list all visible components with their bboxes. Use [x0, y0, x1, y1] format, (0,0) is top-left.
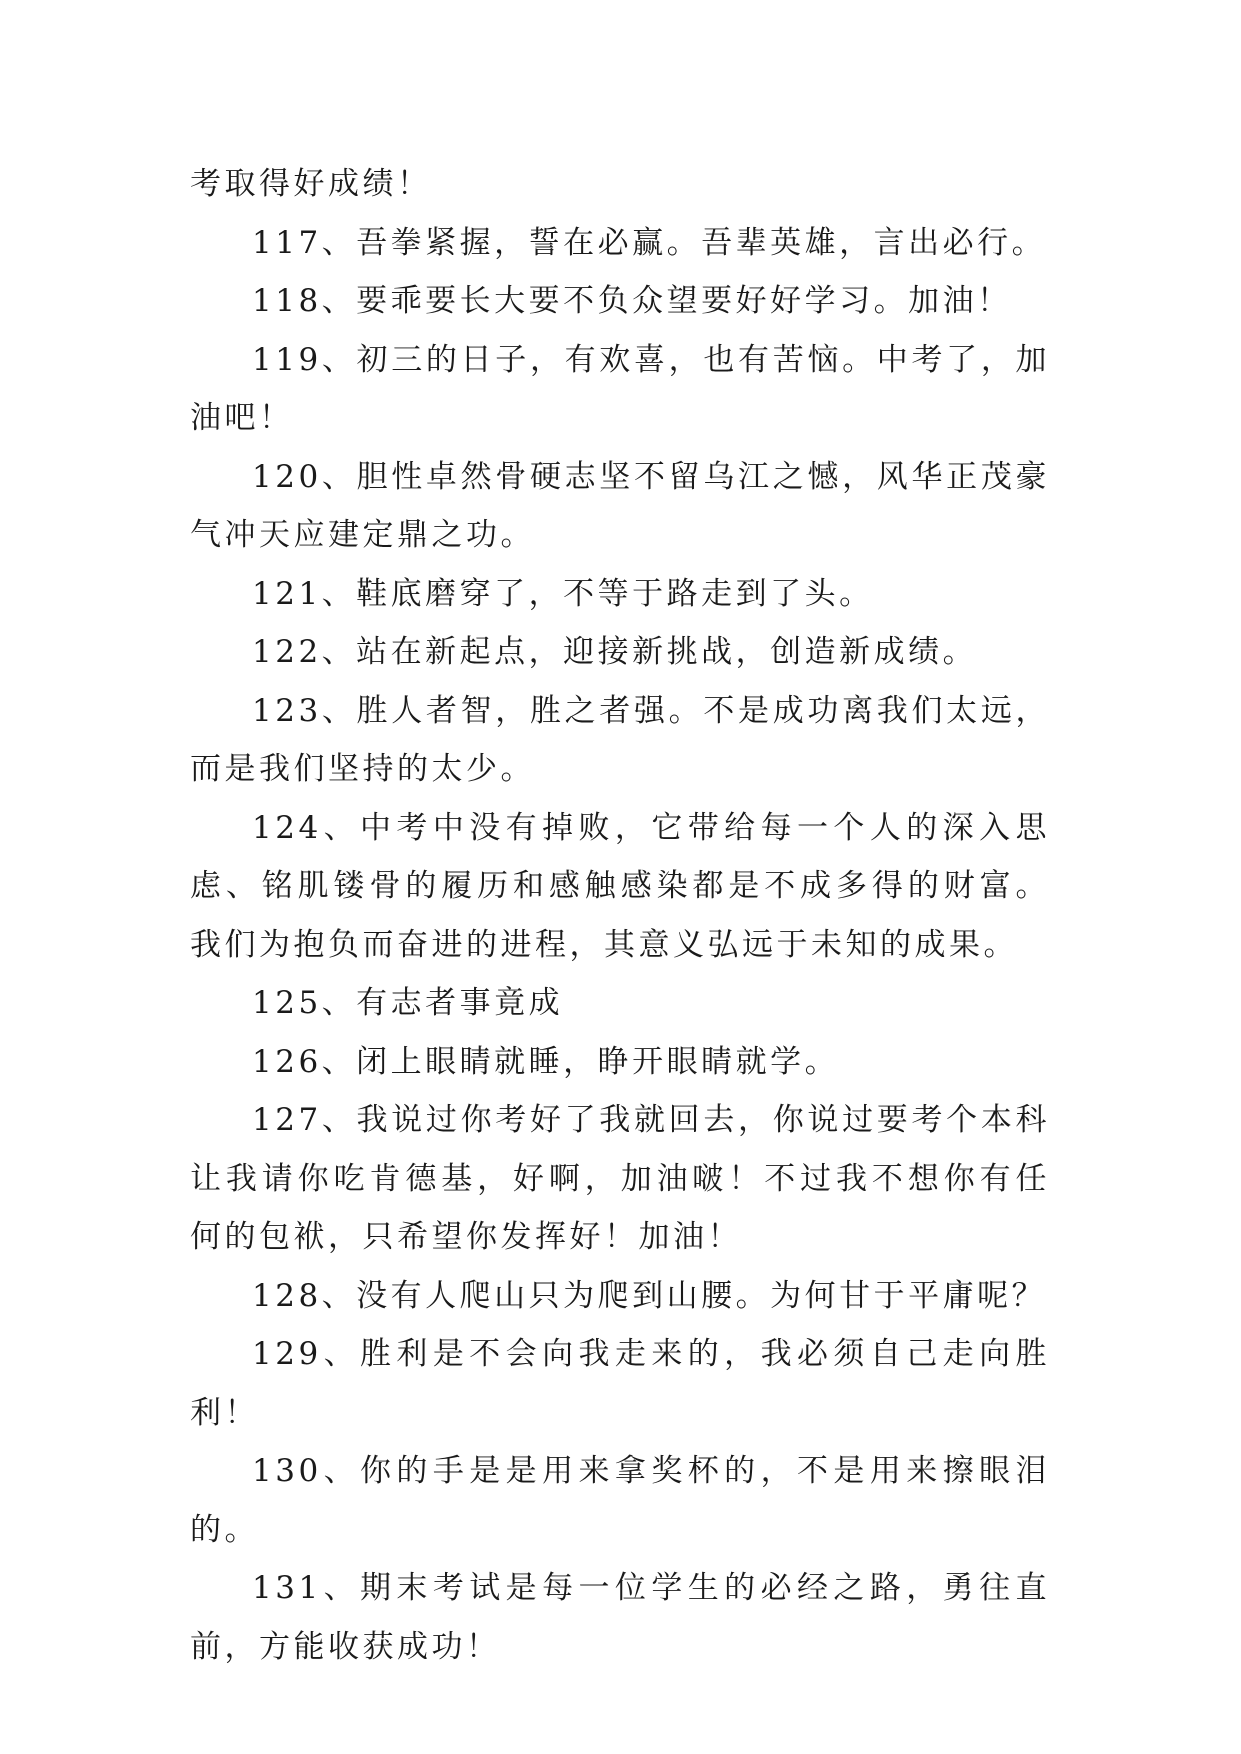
paragraph-item-123: 123、胜人者智，胜之者强。不是成功离我们太远，而是我们坚持的太少。	[190, 692, 1050, 787]
paragraph-item-125: 125、有志者事竟成	[252, 985, 564, 1021]
paragraph-item-127: 127、我说过你考好了我就回去，你说过要考个本科让我请你吃肯德基，好啊，加油啵！不过我不想你有任何的包袱，只希望你发挥好！加油！	[190, 1102, 1050, 1255]
paragraph-item-126: 126、闭上眼睛就睡，睁开眼睛就学。	[252, 1043, 840, 1080]
paragraph-item-122: 122、站在新起点，迎接新挑战，创造新成绩。	[252, 634, 978, 670]
paragraph-item-121: 121、鞋底磨穿了，不等于路走到了头。	[252, 575, 874, 612]
document-body	[190, 155, 1050, 1676]
paragraph-continuation: 考取得好成绩！	[190, 166, 432, 202]
paragraph-item-130: 130、你的手是是用来拿奖杯的，不是用来擦眼泪的。	[190, 1453, 1050, 1548]
paragraph-item-131: 131、期末考试是每一位学生的必经之路，勇往直前，方能收获成功！	[190, 1570, 1050, 1665]
paragraph-item-118: 118、要乖要长大要不负众望要好好学习。加油！	[252, 283, 1012, 319]
paragraph-item-124: 124、中考中没有掉败，它带给每一个人的深入思虑、铭肌镂骨的履历和感触感染都是不成多得的财富。我们为抱负而奋进的进程，其意义弘远于未知的成果。	[190, 809, 1050, 963]
paragraph-item-117: 117、吾拳紧握，誓在必赢。吾辈英雄，言出必行。	[252, 224, 1047, 261]
paragraph-item-120: 120、胆性卓然骨硬志坚不留乌江之憾，风华正茂豪气冲天应建定鼎之功。	[190, 458, 1050, 553]
paragraph-item-129: 129、胜利是不会向我走来的，我必须自己走向胜利！	[190, 1336, 1050, 1431]
paragraph-item-128: 128、没有人爬山只为爬到山腰。为何甘于平庸呢？	[252, 1277, 1047, 1314]
paragraph-item-119: 119、初三的日子，有欢喜，也有苦恼。中考了，加油吧！	[190, 341, 1050, 436]
